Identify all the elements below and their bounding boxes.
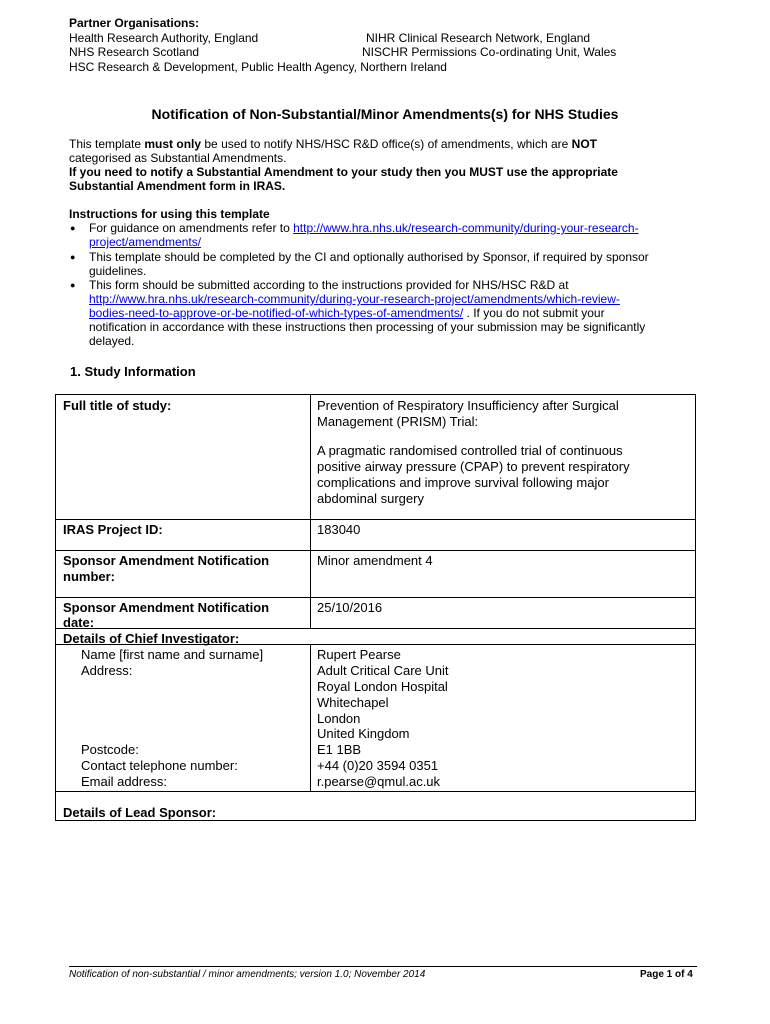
- guidance-link-continued[interactable]: project/amendments/: [89, 235, 202, 249]
- study-info-table: [55, 394, 696, 821]
- amendment-date-value: 25/10/2016: [317, 600, 383, 615]
- ci-name-label: Name [first name and surname]: [81, 647, 264, 662]
- partners-heading: Partner Organisations:: [69, 16, 200, 30]
- instruction-2-line-1: This template should be completed by the CI and optionally authorised by Sponsor, if required by sponsor: [89, 250, 649, 264]
- full-title-value-6: abdominal surgery: [317, 491, 424, 506]
- full-title-label: Full title of study:: [63, 398, 172, 413]
- ci-phone-label: Contact telephone number:: [81, 758, 238, 773]
- ci-address-line: London: [317, 711, 361, 726]
- partner-nihr: NIHR Clinical Research Network, England: [366, 31, 591, 45]
- footer-rule: [69, 966, 697, 967]
- full-title-value-2: Management (PRISM) Trial:: [317, 414, 479, 429]
- iras-id-label: IRAS Project ID:: [63, 522, 163, 537]
- instruction-1-line-1: [89, 221, 639, 235]
- partner-hsc: HSC Research & Development, Public Health Agency, Northern Ireland: [69, 60, 447, 74]
- submission-link-continued[interactable]: bodies-need-to-approve-or-be-notified-of-which-types-of-amendments/: [89, 306, 464, 320]
- substantial-warning-line-2: Substantial Amendment form in IRAS.: [69, 179, 286, 193]
- full-title-value-5: complications and improve survival following major: [317, 475, 609, 490]
- amendment-number-value: Minor amendment 4: [317, 553, 433, 568]
- table-column-divider: [310, 644, 311, 791]
- bullet-icon: ●: [70, 223, 76, 233]
- intro-line-2: categorised as Substantial Amendments.: [69, 151, 287, 165]
- intro-emphasis: NOT: [571, 137, 597, 151]
- lead-sponsor-heading: Details of Lead Sponsor:: [63, 805, 217, 820]
- table-rule: [56, 628, 695, 629]
- partner-nischr: NISCHR Permissions Co-ordinating Unit, Wales: [362, 45, 617, 59]
- instruction-text: For guidance on amendments refer to: [89, 221, 294, 235]
- ci-email-label: Email address:: [81, 774, 167, 789]
- guidance-link[interactable]: http://www.hra.nhs.uk/research-community/during-your-research-: [293, 221, 639, 235]
- amendment-date-label-1: Sponsor Amendment Notification: [63, 600, 270, 615]
- iras-id-value: 183040: [317, 522, 361, 537]
- table-rule: [56, 597, 695, 598]
- instruction-2-line-2: guidelines.: [89, 264, 147, 278]
- intro-text: This template: [69, 137, 145, 151]
- table-column-divider: [310, 395, 311, 628]
- instructions-heading: Instructions for using this template: [69, 207, 270, 221]
- ci-address-line: Whitechapel: [317, 695, 389, 710]
- instruction-text: . If you do not submit your: [463, 306, 605, 320]
- intro-line-1: [69, 137, 597, 151]
- bullet-icon: ●: [70, 252, 76, 262]
- ci-postcode-value: E1 1BB: [317, 742, 362, 757]
- ci-email-value: r.pearse@qmul.ac.uk: [317, 774, 441, 789]
- partner-hra: Health Research Authority, England: [69, 31, 259, 45]
- instruction-3-line-5: delayed.: [89, 334, 135, 348]
- ci-address-line: Royal London Hospital: [317, 679, 448, 694]
- bullet-icon: ●: [70, 280, 76, 290]
- substantial-warning-line-1: If you need to notify a Substantial Amendment to your study then you MUST use the appropriate: [69, 165, 618, 179]
- intro-emphasis: must only: [144, 137, 202, 151]
- submission-link[interactable]: http://www.hra.nhs.uk/research-community/during-your-research-project/amendments/which-review-: [89, 292, 620, 306]
- page-title: Notification of Non-Substantial/Minor Amendments(s) for NHS Studies: [151, 106, 619, 122]
- amendment-number-label-2: number:: [63, 569, 115, 584]
- partner-nrs: NHS Research Scotland: [69, 45, 200, 59]
- instruction-3-line-3: [89, 306, 605, 320]
- ci-address-line: United Kingdom: [317, 726, 410, 741]
- table-rule: [56, 519, 695, 520]
- ci-address-line: Adult Critical Care Unit: [317, 663, 449, 678]
- full-title-value-3: A pragmatic randomised controlled trial of continuous: [317, 443, 623, 458]
- footer-version: Notification of non-substantial / minor amendments; version 1.0; November 2014: [69, 969, 426, 980]
- table-rule: [56, 791, 695, 792]
- full-title-value-4: positive airway pressure (CPAP) to prevent respiratory: [317, 459, 630, 474]
- instruction-3-line-1: This form should be submitted according to the instructions provided for NHS/HSC R&D at: [89, 278, 569, 292]
- ci-name-value: Rupert Pearse: [317, 647, 401, 662]
- ci-postcode-label: Postcode:: [81, 742, 139, 757]
- amendment-date-label-2: date:: [63, 615, 95, 630]
- intro-text: be used to notify NHS/HSC R&D office(s) of amendments, which are: [201, 137, 572, 151]
- amendment-number-label-1: Sponsor Amendment Notification: [63, 553, 270, 568]
- chief-investigator-heading: Details of Chief Investigator:: [63, 631, 240, 646]
- ci-phone-value: +44 (0)20 3594 0351: [317, 758, 439, 773]
- section-heading-study-info: 1. Study Information: [70, 364, 196, 379]
- full-title-value-1: Prevention of Respiratory Insufficiency after Surgical: [317, 398, 619, 413]
- ci-address-label: Address:: [81, 663, 133, 678]
- table-rule: [56, 550, 695, 551]
- footer-page-number: Page 1 of 4: [640, 969, 693, 980]
- instruction-3-line-4: notification in accordance with these instructions then processing of your submission may be significantly: [89, 320, 646, 334]
